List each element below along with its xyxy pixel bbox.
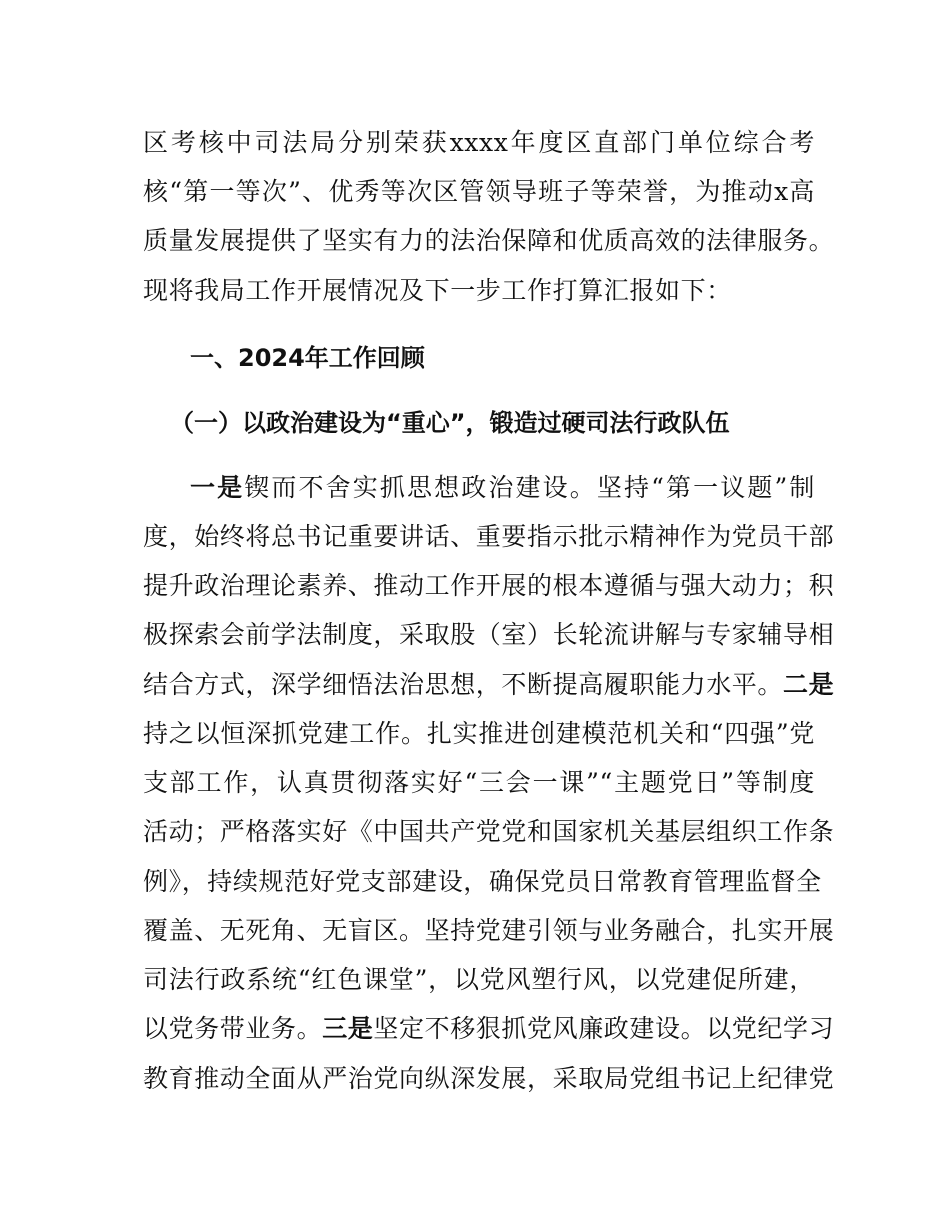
- paragraph-line-7: 支部工作，认真贯彻落实好“三会一课”“主题党日”等制度: [143, 768, 815, 797]
- marker-first: 一是: [190, 473, 245, 502]
- paragraph-line-11: 司法行政系统“红色课堂”，以党风塑行风，以党建促所建，: [143, 965, 815, 994]
- intro-line-2: 核“第一等次”、优秀等次区管领导班子等荣誉，为推动x高: [143, 177, 815, 206]
- paragraph-line-5: [143, 668, 835, 702]
- paragraph-line-1: [190, 471, 815, 505]
- paragraph-text: 锲而不舍实抓思想政治建设。坚持“第一议题”制: [244, 473, 815, 502]
- paragraph-line-13: 教育推动全面从严治党向纵深发展，采取局党组书记上纪律党: [143, 1064, 835, 1093]
- section-heading: 一、2024年工作回顾: [190, 344, 425, 372]
- intro-line-3: 质量发展提供了坚实有力的法治保障和优质高效的法律服务。: [143, 226, 835, 255]
- paragraph-line-3: 提升政治理论素养、推动工作开展的根本遵循与强大动力；积: [143, 571, 835, 600]
- paragraph-line-2: 度，始终将总书记重要讲话、重要指示批示精神作为党员干部: [143, 522, 835, 551]
- paragraph-line-9: 例》，持续规范好党支部建设，确保党员日常教育管理监督全: [143, 867, 822, 896]
- marker-second: 二是: [783, 670, 835, 699]
- paragraph-line-6: 持之以恒深抓党建工作。扎实推进创建模范机关和“四强”党: [143, 719, 815, 748]
- intro-line-1: 区考核中司法局分别荣获xxxx年度区直部门单位综合考: [143, 128, 815, 157]
- marker-third: 三是: [322, 1014, 374, 1043]
- paragraph-text: 坚定不移狠抓党风廉政建设。以党纪学习: [373, 1014, 835, 1043]
- subsection-heading: （一）以政治建设为“重心”，锻造过硬司法行政队伍: [170, 409, 730, 437]
- paragraph-line-10: 覆盖、无死角、无盲区。坚持党建引领与业务融合，扎实开展: [143, 916, 835, 945]
- paragraph-line-4: 极探索会前学法制度，采取股（室）长轮流讲解与专家辅导相: [143, 620, 835, 649]
- intro-line-4: 现将我局工作开展情况及下一步工作打算汇报如下：: [143, 276, 732, 305]
- paragraph-text: 以党务带业务。: [143, 1014, 323, 1043]
- paragraph-line-12: [143, 1012, 835, 1046]
- paragraph-line-8: 活动；严格落实好《中国共产党党和国家机关基层组织工作条: [143, 817, 835, 846]
- paragraph-text: 结合方式，深学细悟法治思想，不断提高履职能力水平。: [143, 670, 784, 699]
